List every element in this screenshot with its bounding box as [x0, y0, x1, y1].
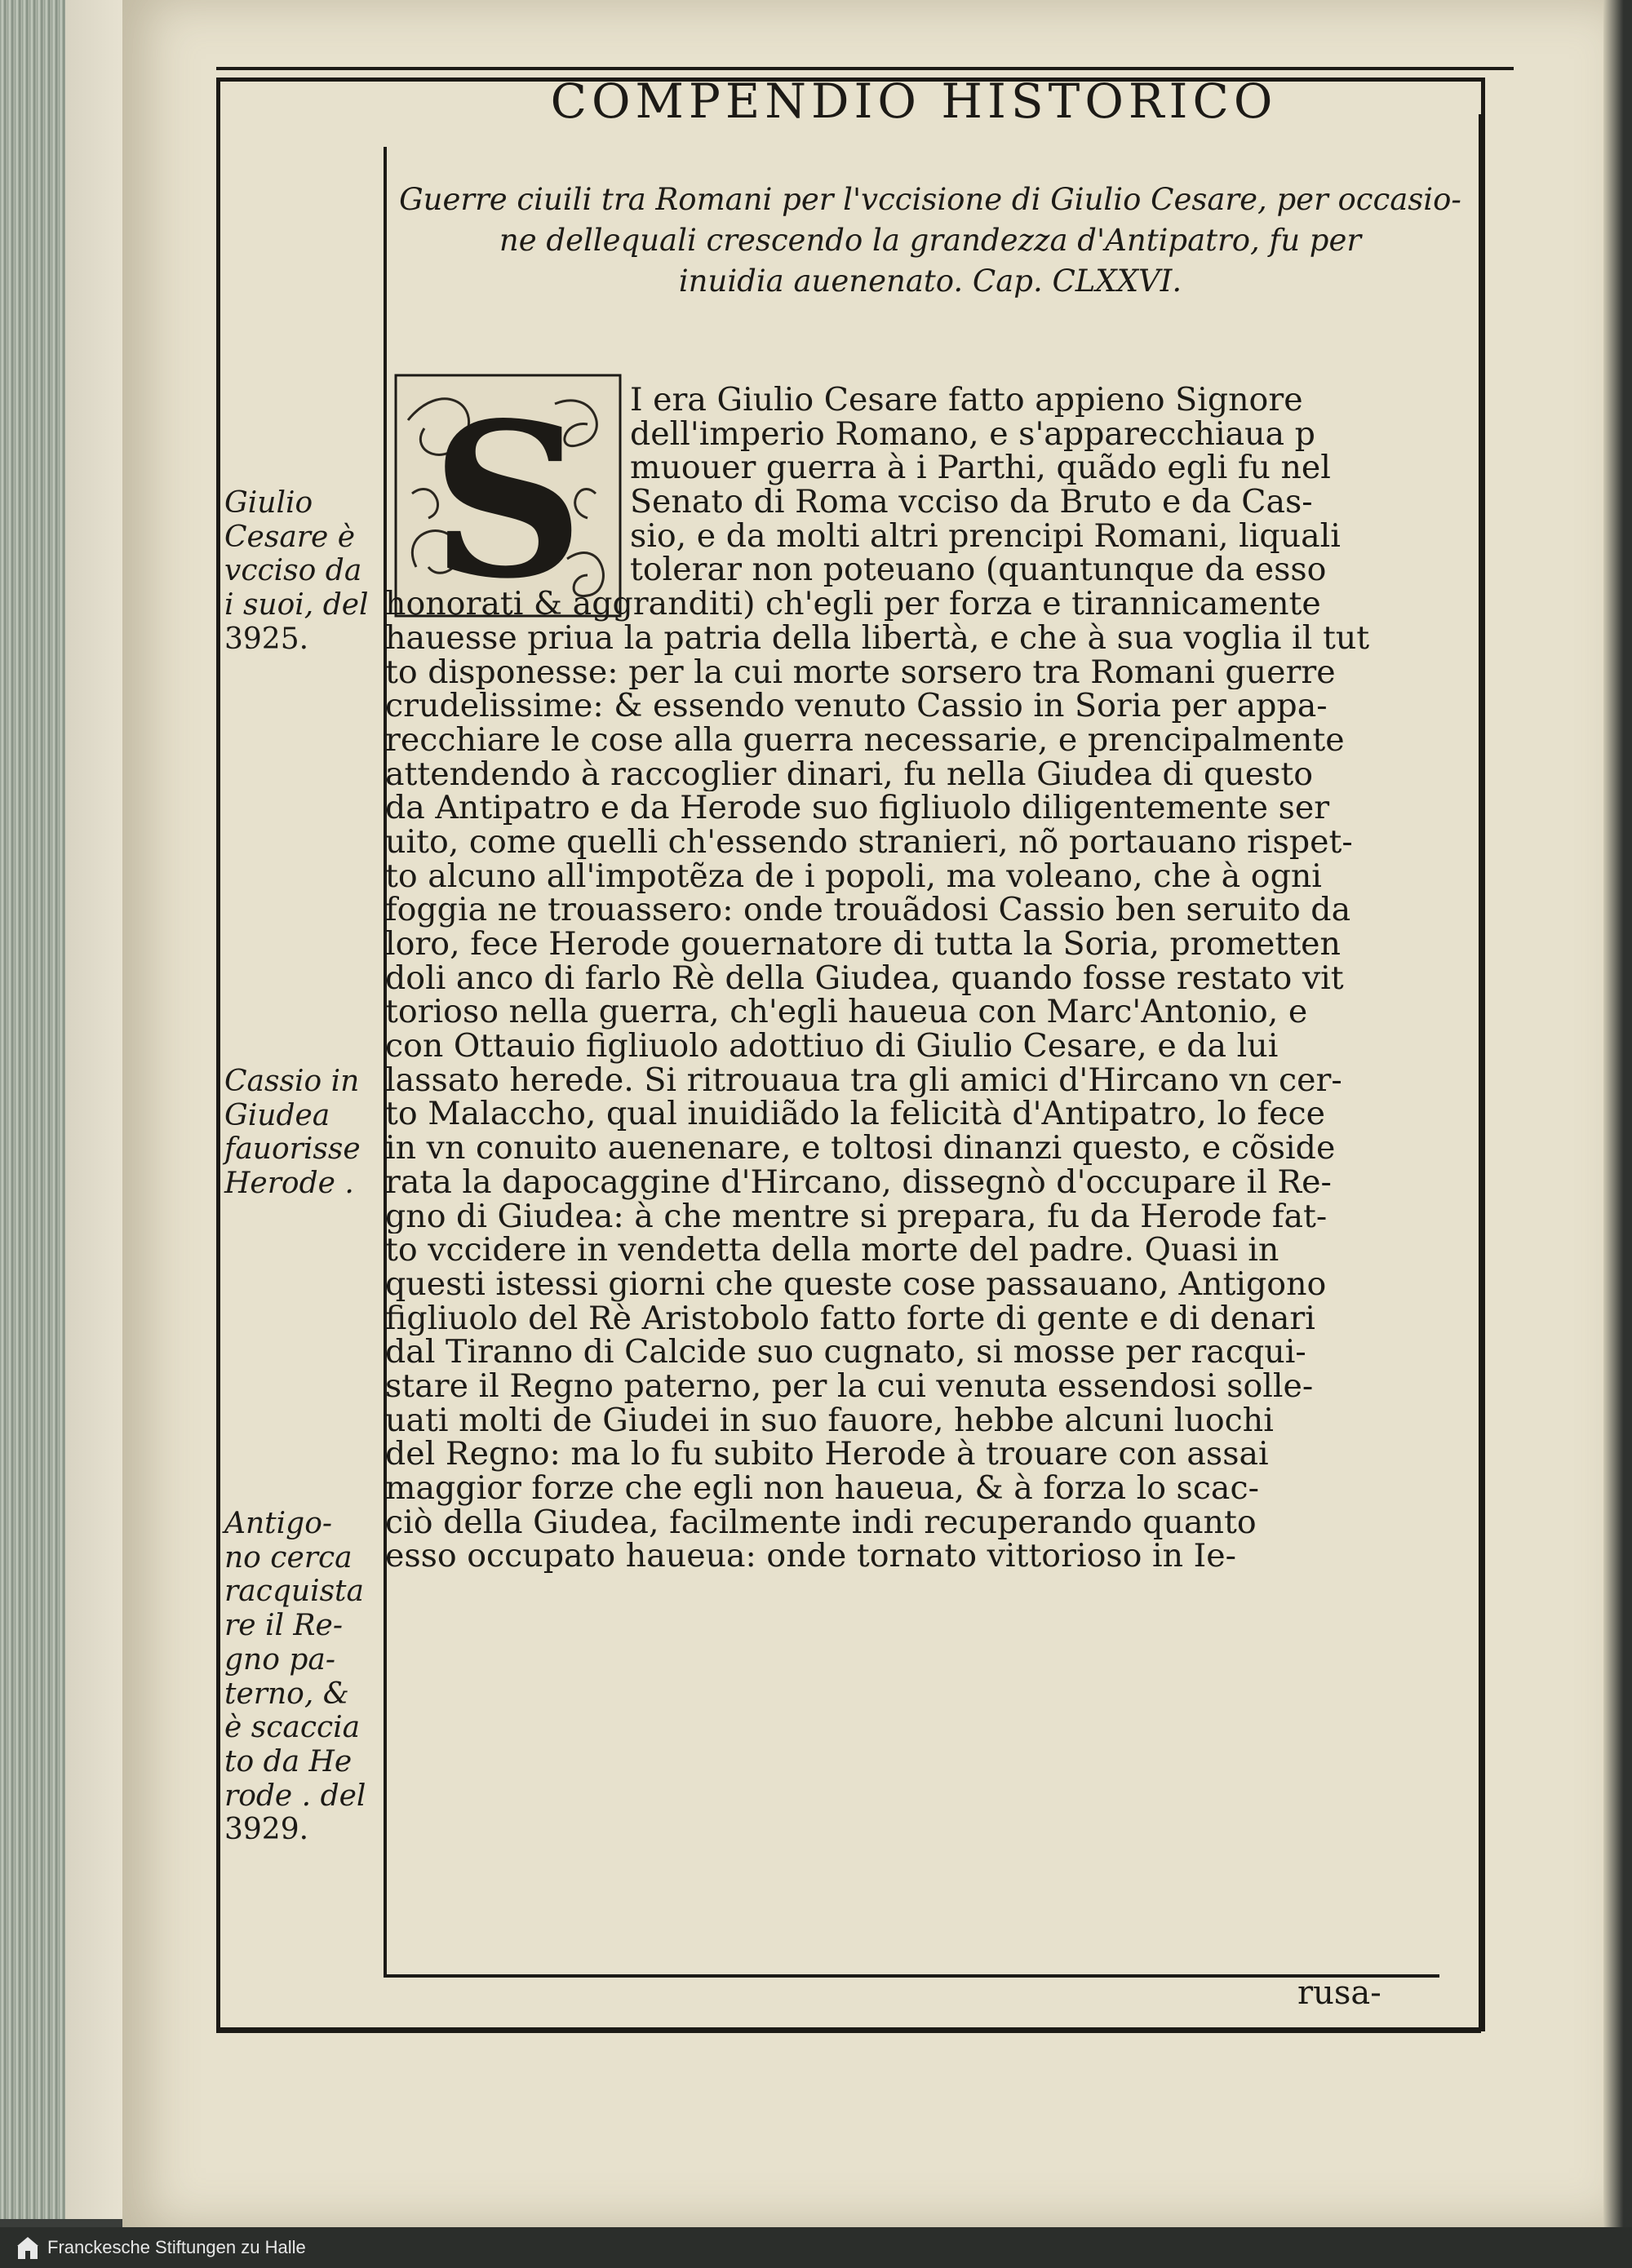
text-line: loro, fece Herode gouernatore di tutta la Soria, prometten	[385, 928, 1341, 962]
marginal-note-line: Cassio in	[224, 1065, 360, 1098]
marginal-note-giulio-cesare	[224, 486, 375, 657]
text-line: lassato herede. Si ritrouaua tra gli amici d'Hircano vn cer-	[385, 1063, 1342, 1098]
text-line: foggia ne trouassero: onde trouãdosi Cassio ben seruito da	[385, 893, 1351, 928]
text-line: questi istessi giorni che queste cose passauano, Antigono	[385, 1267, 1327, 1302]
marginal-note-line: Giudea	[224, 1098, 330, 1132]
catchword: rusa-	[1297, 1974, 1381, 2012]
text-line: hauesse priua la patria della libertà, e che à sua voglia il tut	[385, 621, 1370, 656]
chapter-title-line: ne dellequali crescendo la grandezza d'Antipatro, fu per	[499, 223, 1362, 258]
text-line: maggior forze che egli non haueua, & à forza lo scac-	[385, 1472, 1259, 1506]
text-line: recchiare le cose alla guerra necessarie, e prencipalmente	[385, 723, 1345, 758]
text-line: to Malaccho, qual inuidiãdo la felicità d'Antipatro, lo fece	[385, 1097, 1325, 1132]
marginal-note-cassio	[224, 1065, 375, 1201]
text-line: dell'imperio Romano, e s'apparecchiaua p	[630, 417, 1315, 452]
text-line: esso occupato haueua: onde tornato vittorioso in Ie-	[385, 1539, 1236, 1575]
page-right-edge	[1603, 0, 1632, 2227]
marginal-note-line: 3929.	[224, 1813, 309, 1847]
marginal-note-line: no cerca	[224, 1540, 353, 1575]
marginal-note-line: Antigo-	[224, 1507, 333, 1540]
book-edge-inner	[65, 0, 131, 2219]
marginal-note-line: Herode .	[224, 1167, 354, 1201]
text-line: muouer guerra à i Parthi, quãdo egli fu nel	[630, 451, 1331, 486]
text-line: uito, come quelli ch'essendo stranieri, nõ portauano rispet-	[385, 825, 1353, 860]
text-line: honorati & aggranditi) ch'egli per forza e tirannicamente	[385, 587, 1321, 622]
chapter-title-line: inuidia auenenato. Cap. CLXXVI.	[678, 264, 1182, 299]
chapter-title	[392, 179, 1469, 302]
text-line: doli anco di farlo Rè della Giudea, quando fosse restato vit	[385, 961, 1344, 996]
text-line: crudelissime: & essendo venuto Cassio in Soria per appa-	[385, 689, 1328, 724]
text-line: da Antipatro e da Herode suo figliuolo diligentemente ser	[385, 791, 1330, 826]
marginal-note-line: Giulio	[224, 486, 313, 520]
text-line: ciò della Giudea, facilmente indi recuperando quanto	[385, 1505, 1257, 1540]
book-edge	[0, 0, 65, 2219]
text-line: I era Giulio Cesare fatto appieno Signore	[630, 383, 1303, 418]
marginal-note-line: vcciso da	[224, 554, 362, 588]
chapter-title-line: Guerre ciuili tra Romani per l'vccisione di Giulio Cesare, per occasio-	[399, 182, 1461, 217]
footer-credit: Franckesche Stiftungen zu Halle	[47, 2237, 306, 2257]
text-line: con Ottauio figliuolo adottiuo di Giulio Cesare, e da lui	[385, 1030, 1279, 1064]
text-line: rata la dapocaggine d'Hircano, dissegnò d'occupare il Re-	[385, 1165, 1332, 1200]
marginal-note-line: terno, &	[224, 1677, 349, 1711]
text-line: to disponesse: per la cui morte sorsero tra Romani guerre	[385, 655, 1336, 690]
text-line: to alcuno all'impotẽza de i popoli, ma voleano, che à ogni	[385, 859, 1322, 894]
marginal-note-line: gno pa-	[224, 1642, 336, 1677]
initial-letter: S	[431, 377, 584, 620]
marginal-note-line: i suoi, del	[224, 588, 369, 622]
text-line: del Regno: ma lo fu subito Herode à trouare con assai	[385, 1437, 1269, 1472]
frame-rule-top	[216, 67, 1514, 70]
text-line: in vn conuito auenenare, e toltosi dinanzi questo, e cõside	[385, 1132, 1336, 1166]
text-line: attendendo à raccoglier dinari, fu nella Giudea di questo	[385, 757, 1313, 792]
frame-rule-right	[1479, 114, 1482, 2027]
text-line: dal Tiranno di Calcide suo cugnato, si mosse per racqui-	[385, 1336, 1306, 1370]
marginal-note-line: Cesare è	[224, 520, 356, 554]
marginal-note-line: rode . del	[224, 1779, 366, 1813]
marginal-note-line: è scaccia	[224, 1711, 361, 1745]
marginal-note-line: re il Re-	[224, 1609, 344, 1643]
text-line: gno di Giudea: à che mentre si prepara, fu da Herode fat-	[385, 1199, 1328, 1234]
text-line: sio, e da molti altri prencipi Romani, liquali	[630, 519, 1341, 554]
marginal-note-line: fauorisse	[224, 1132, 361, 1167]
text-line: Senato di Roma vcciso da Bruto e da Cas-	[630, 485, 1313, 520]
text-line: torioso nella guerra, ch'egli haueua con Marc'Antonio, e	[385, 995, 1308, 1030]
marginal-note-line: to da He	[224, 1744, 353, 1779]
text-line: figliuolo del Rè Aristobolo fatto forte di gente e di denari	[385, 1301, 1315, 1336]
frame-rule-bottom	[216, 2030, 1481, 2033]
institution-logo-icon	[16, 2236, 39, 2261]
text-line: stare il Regno paterno, per la cui venuta essendosi solle-	[385, 1369, 1314, 1404]
text-line: to vccidere in vendetta della morte del padre. Quasi in	[385, 1234, 1279, 1268]
marginal-note-line: 3925.	[224, 622, 309, 656]
text-line: tolerar non poteuano (quantunque da esso	[630, 553, 1327, 588]
marginal-note-line: racquista	[224, 1575, 364, 1609]
body-text	[385, 383, 1438, 1574]
text-line: uati molti de Giudei in suo fauore, hebbe alcuni luochi	[385, 1403, 1274, 1438]
running-head: COMPENDIO HISTORICO	[550, 73, 1278, 129]
marginal-note-antigono	[224, 1507, 375, 1847]
